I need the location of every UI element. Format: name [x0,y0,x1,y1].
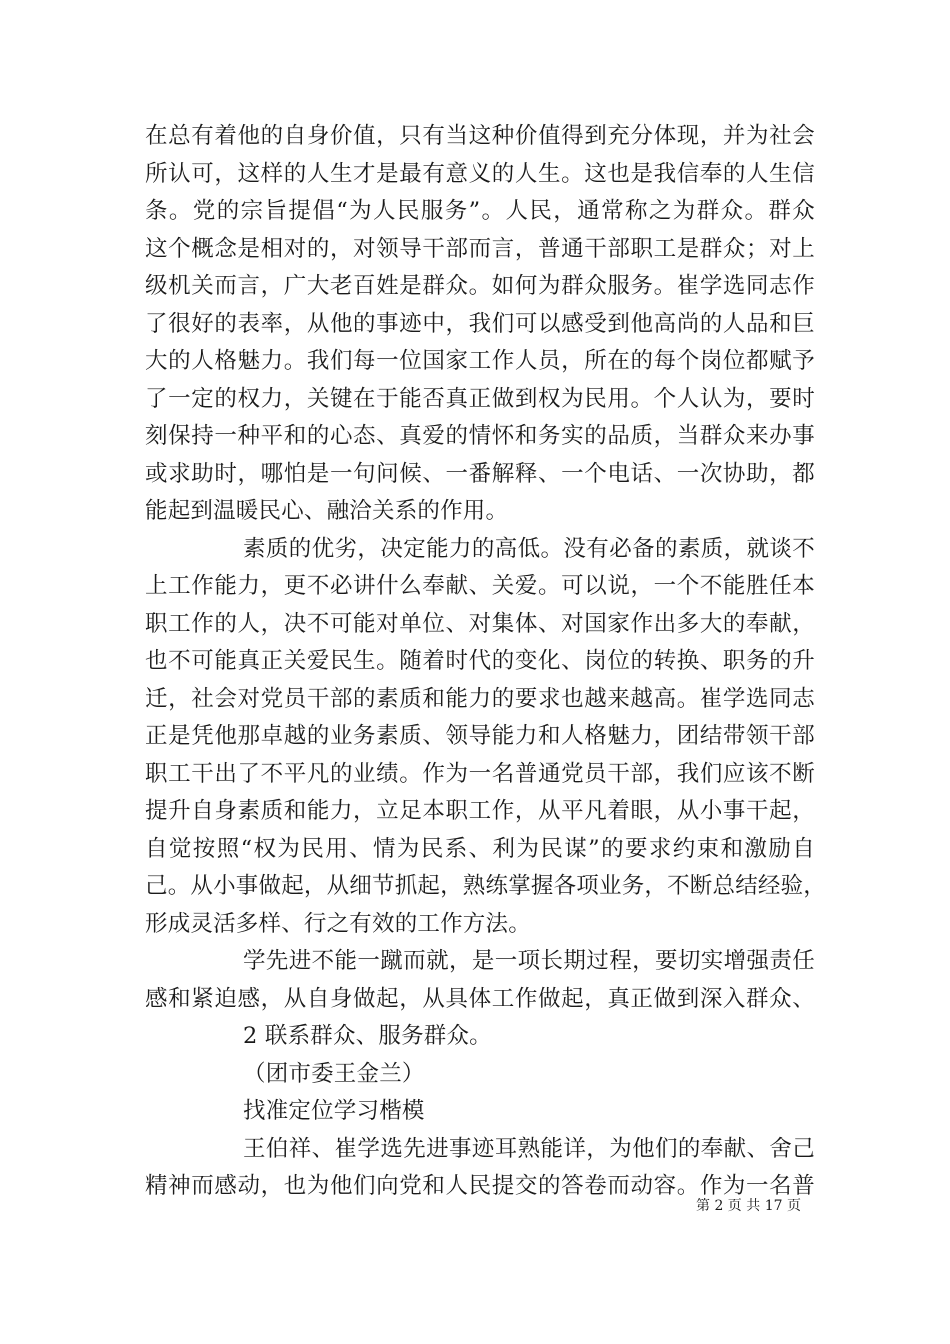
paragraph-7 [145,1131,815,1206]
text-line: 能起到温暖民心、融洽关系的作用。 [145,498,509,524]
text-line: 所认可，这样的人生才是最有意义的人生。这也是我信奉的人生信 [145,160,815,187]
text-line: 2 联系群众、服务群众。 [243,1023,492,1049]
section-heading [145,1093,815,1131]
text-line: 职工作的人，决不可能对单位、对集体、对国家作出多大的奉献， [145,610,815,637]
paragraph-3 [145,943,815,1018]
paragraph-2 [145,531,827,944]
text-line: 迁，社会对党员干部的素质和能力的要求也越来越高。崔学选同志 [145,685,815,712]
text-line: 大的人格魅力。我们每一位国家工作人员，所在的每个岗位都赋予 [145,348,815,374]
text-line: 形成灵活多样、行之有效的工作方法。 [145,910,531,937]
text-line: 职工干出了不平凡的业绩。作为一名普通党员干部，我们应该不断 [145,760,815,787]
text-line: 或求助时，哪怕是一句问候、一番解释、一个电话、一次协助，都 [145,460,815,487]
text-line: 了一定的权力，关键在于能否真正做到权为民用。个人认为，要时 [145,385,815,412]
text-line: 学先进不能一蹴而就，是一项长期过程，要切实增强责任 [243,948,815,974]
text-line: 条。党的宗旨提倡“为人民服务”。人民，通常称之为群众。群众 [145,198,815,224]
text-line: 己。从小事做起，从细节抓起，熟练掌握各项业务，不断总结经验， [145,873,827,899]
text-line: 刻保持一种平和的心态、真爱的情怀和务实的品质，当群众来办事 [145,423,815,449]
paragraph-1 [145,118,815,531]
document-body [145,118,827,1206]
text-line: 上工作能力，更不必讲什么奉献、关爱。可以说，一个不能胜任本 [145,573,815,599]
text-line: 提升自身素质和能力，立足本职工作，从平凡着眼，从小事干起， [145,798,815,824]
text-line: 了很好的表率，从他的事迹中，我们可以感受到他高尚的人品和巨 [145,310,815,337]
text-line: 自觉按照“权为民用、情为民系、利为民谋”的要求约束和激励自 [145,835,815,862]
text-line: 找准定位学习楷模 [243,1098,425,1124]
paragraph-4 [145,1018,815,1056]
text-line: 也不可能真正关爱民生。随着时代的变化、岗位的转换、职务的升 [145,648,815,674]
author-attribution [145,1056,815,1094]
text-line: 精神而感动，也为他们向党和人民提交的答卷而动容。作为一名普 [145,1173,815,1199]
text-line: 级机关而言，广大老百姓是群众。如何为群众服务。崔学选同志作 [145,273,815,299]
text-line: 正是凭他那卓越的业务素质、领导能力和人格魅力，团结带领干部 [145,723,815,749]
text-line: （团市委王金兰） [243,1060,425,1087]
text-line: 这个概念是相对的，对领导干部而言，普通干部职工是群众；对上 [145,235,815,262]
text-line: 感和紧迫感，从自身做起，从具体工作做起，真正做到深入群众、 [145,985,815,1012]
text-line: 王伯祥、崔学选先进事迹耳熟能详，为他们的奉献、舍己 [243,1135,815,1162]
page-number-footer: 第 2 页 共 17 页 [696,1198,801,1214]
text-line: 素质的优劣，决定能力的高低。没有必备的素质，就谈不 [243,535,815,562]
text-line: 在总有着他的自身价值，只有当这种价值得到充分体现，并为社会 [145,123,815,149]
